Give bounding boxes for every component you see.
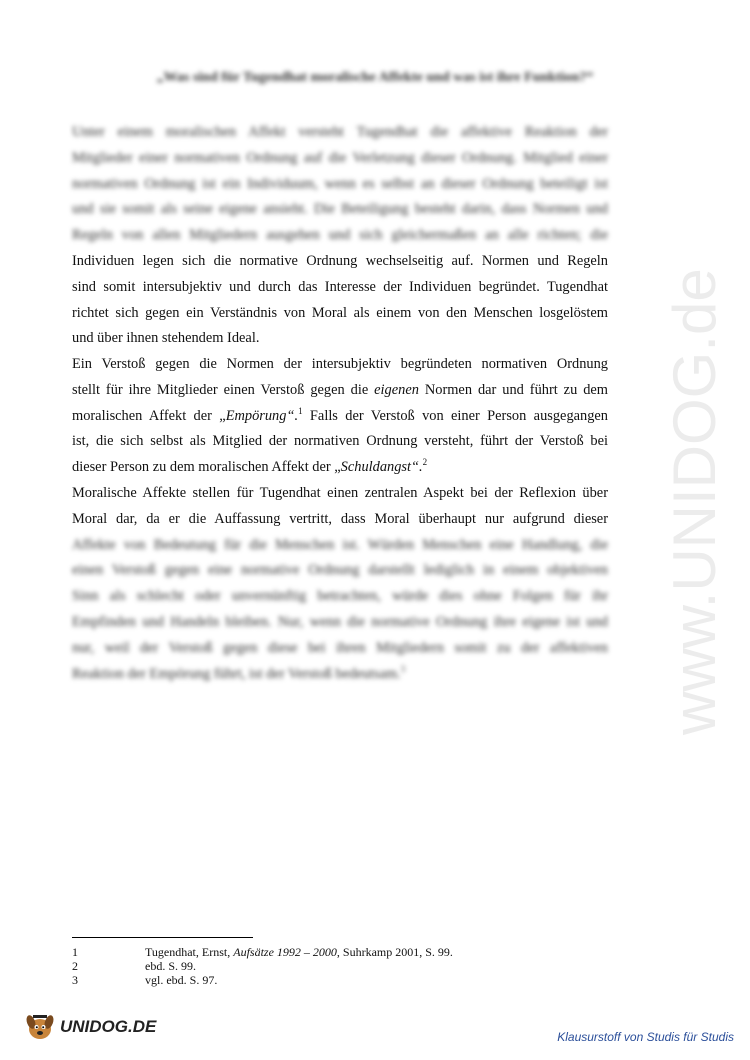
footnote-2 [72,960,196,973]
paragraph-3 [72,481,608,687]
footnote-number: 2 [72,959,78,973]
text-line: Empfinden und Handeln bleiben. Nur, wenn die normative Ordnung ihre eigene ist und [72,613,608,630]
text-line: Mitglieder einer normativen Ordnung auf die Verletzung dieser Ordnung. Mitglied einer [72,149,608,166]
footnote-1 [72,946,453,959]
footnote-ref: 3 [400,663,406,674]
text-line: Unter einem moralischen Affekt versteht Tugendhat die affektive Reaktion der [72,124,608,140]
text-line: Regeln von allen Mitgliedern ausgehen und sich gleichermaßen an alle richten; die [72,227,608,244]
text-span: dieser Person zu dem moralischen Affekt der „ [72,459,341,476]
text-span: Falls der Verstoß von einer Person ausgegangen [302,407,609,424]
dog-mascot-icon [24,1012,56,1042]
footnote-number: 3 [72,973,78,987]
emphasis: Empörung“. [225,407,299,424]
text-line: Individuen legen sich die normative Ordnung wechselseitig auf. Normen und Regeln [72,252,608,269]
text-span: moralischen Affekt der „ [72,407,226,424]
text-span: stellt für ihre Mitglieder einen Verstoß gegen die [72,381,375,398]
footnote-text: vgl. ebd. S. 97. [145,973,218,987]
tagline: Klausurstoff von Studis für Studis [557,1030,734,1044]
footnote-title: Aufsätze 1992 – 2000 [233,945,337,959]
text-span: Normen dar und führt zu dem [418,381,608,398]
text-span: Reaktion der Empörung führt, ist der Verstoß bedeutsam. [72,665,401,682]
text-line: und sie somit als seine eigene ansieht. Die Beteiligung besteht darin, dass Normen und [72,201,608,218]
unidog-logo[interactable] [24,1010,156,1044]
text-line [72,662,608,688]
text-line: und über ihnen stehendem Ideal. [72,330,260,347]
footnote-text: Tugendhat, Ernst, [145,945,234,959]
text-line [72,378,608,404]
logo-text: UNIDOG.DE [60,1017,157,1036]
text-line: richtet sich gegen ein Verständnis von Moral als einem von den Menschen losgelöstem [72,304,608,321]
text-line: ist, die sich selbst als Mitglied der normativen Ordnung versteht, führt der Verstoß bei [72,433,608,450]
footnote-number: 1 [72,945,78,959]
footnote-ref: 2 [422,457,428,468]
text-line: nur, weil der Verstoß gegen diese bei ihren Mitgliedern somit zu der affektiven [72,639,608,656]
text-line: einen Verstoß gegen eine normative Ordnung darstellt lediglich in einem objektiven [72,562,608,579]
watermark-text: www.UNIDOG.de [661,268,728,735]
emphasis: eigenen [374,381,419,398]
footnote-divider [72,937,253,938]
text-line: Moral dar, da er die Auffassung vertritt, dass Moral überhaupt nur aufgrund dieser [72,510,608,527]
footnote-ref: 1 [298,405,303,416]
text-line: normativen Ordnung ist ein Individuum, wenn es selbst an dieser Ordnung beteiligt ist [72,175,608,192]
paragraph-1 [72,120,608,352]
footnote-text: ebd. S. 99. [145,959,196,973]
text-line [72,455,608,481]
text-line [72,404,608,430]
text-line: Ein Verstoß gegen die Normen der intersubjektiv begründeten normativen Ordnung [72,356,608,372]
footnote-text: , Suhrkamp 2001, S. 99. [336,945,453,959]
page-title: „Was sind für Tugendhat moralische Affekte und was ist ihre Funktion?“ [156,70,594,85]
text-line: Affekte von Bedeutung für die Menschen ist. Würden Menschen eine Handlung, die [72,536,608,553]
text-line: Sinn als schlecht oder unvernünftig betrachten, würde dies ohne Folgen für ihr [72,588,608,605]
paragraph-2 [72,352,608,481]
text-line: sind somit intersubjektiv und durch das Interesse der Individuen begründet. Tugendhat [72,278,608,295]
emphasis: Schuldangst“. [340,459,423,476]
text-line: Moralische Affekte stellen für Tugendhat einen zentralen Aspekt bei der Reflexion über [72,485,608,501]
footnote-3 [72,974,217,987]
